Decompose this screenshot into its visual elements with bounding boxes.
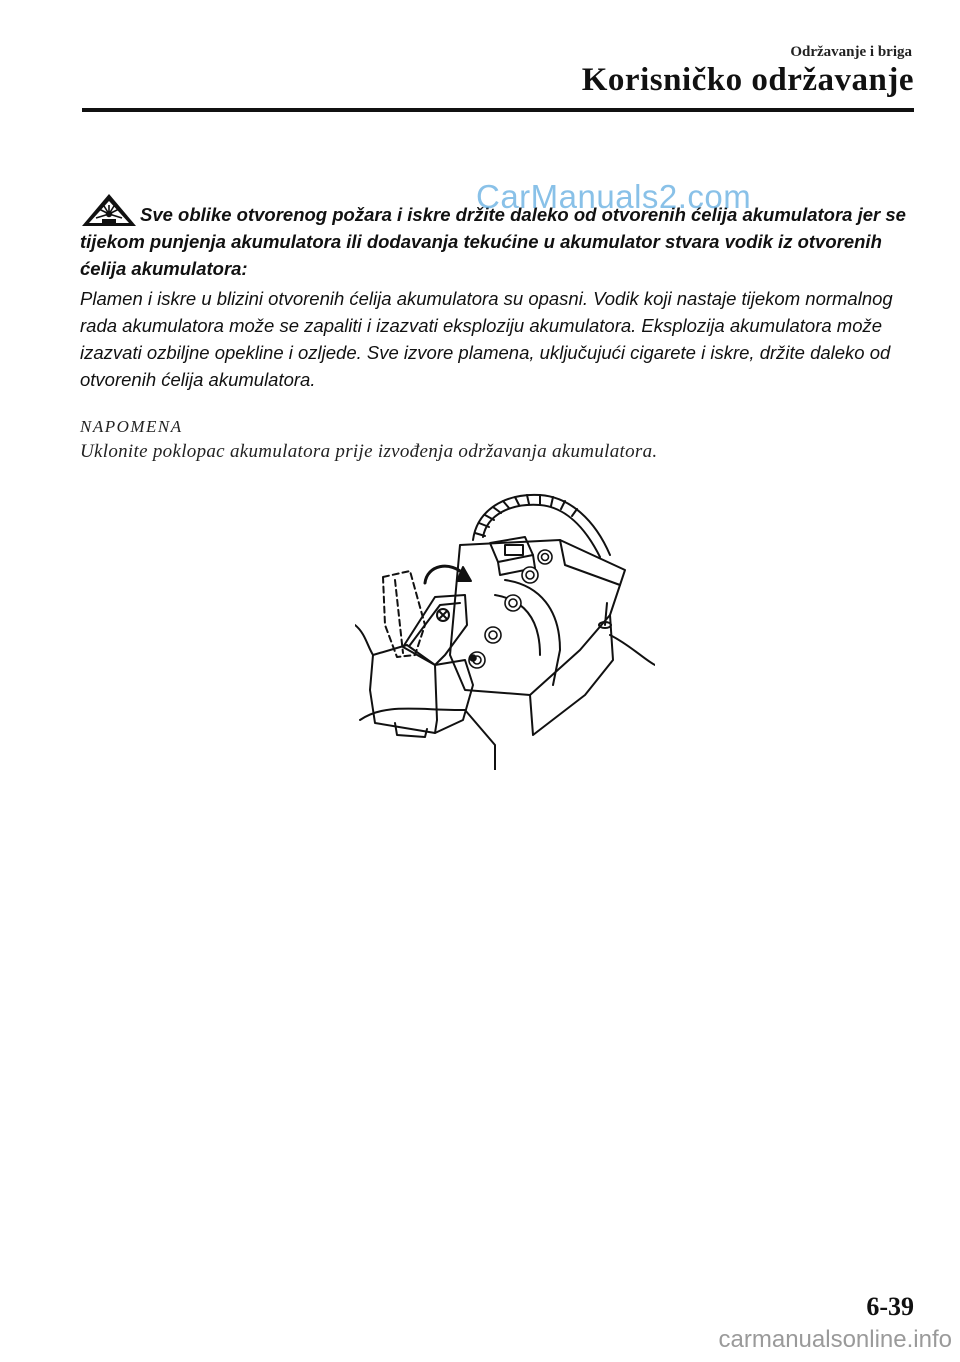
- note-text: Uklonite poklopac akumulatora prije izvođenja održavanja akumulatora.: [80, 441, 658, 462]
- note-label: NAPOMENA: [80, 417, 183, 436]
- explosion-warning-icon: [80, 192, 138, 228]
- battery-cover-removal-illustration: [355, 485, 655, 770]
- section-header: Održavanje i briga: [790, 44, 912, 60]
- warning-body: Plamen i iskre u blizini otvorenih ćelija akumulatora su opasni. Vodik koji nastaje tijekom normalnog rada akumulatora može se zapaliti i izazvati eksploziju akumulatora. Eksplozija akumulatora može izazvati ozbiljne opekline i ozljede. Sve izvore plamena, uključujući cigarete i iskre, držite daleko od otvorenih ćelija akumulatora.: [80, 288, 893, 390]
- footer-logo: carmanualsonline.info: [718, 1326, 952, 1353]
- warning-block: [80, 192, 920, 393]
- warning-heading-text: Sve oblike otvorenog požara i iskre držite daleko od otvorenih ćelija akumulatora jer se tijekom punjenja akumulatora ili dodavanja tekućine u akumulator stvara vodik iz otvorenih ćelija akumulatora:: [80, 204, 906, 279]
- watermark: CarManuals2.com: [476, 178, 752, 215]
- header-divider: [82, 108, 914, 112]
- page-number: 6-39: [866, 1292, 914, 1321]
- page-title: Korisničko održavanje: [581, 62, 914, 98]
